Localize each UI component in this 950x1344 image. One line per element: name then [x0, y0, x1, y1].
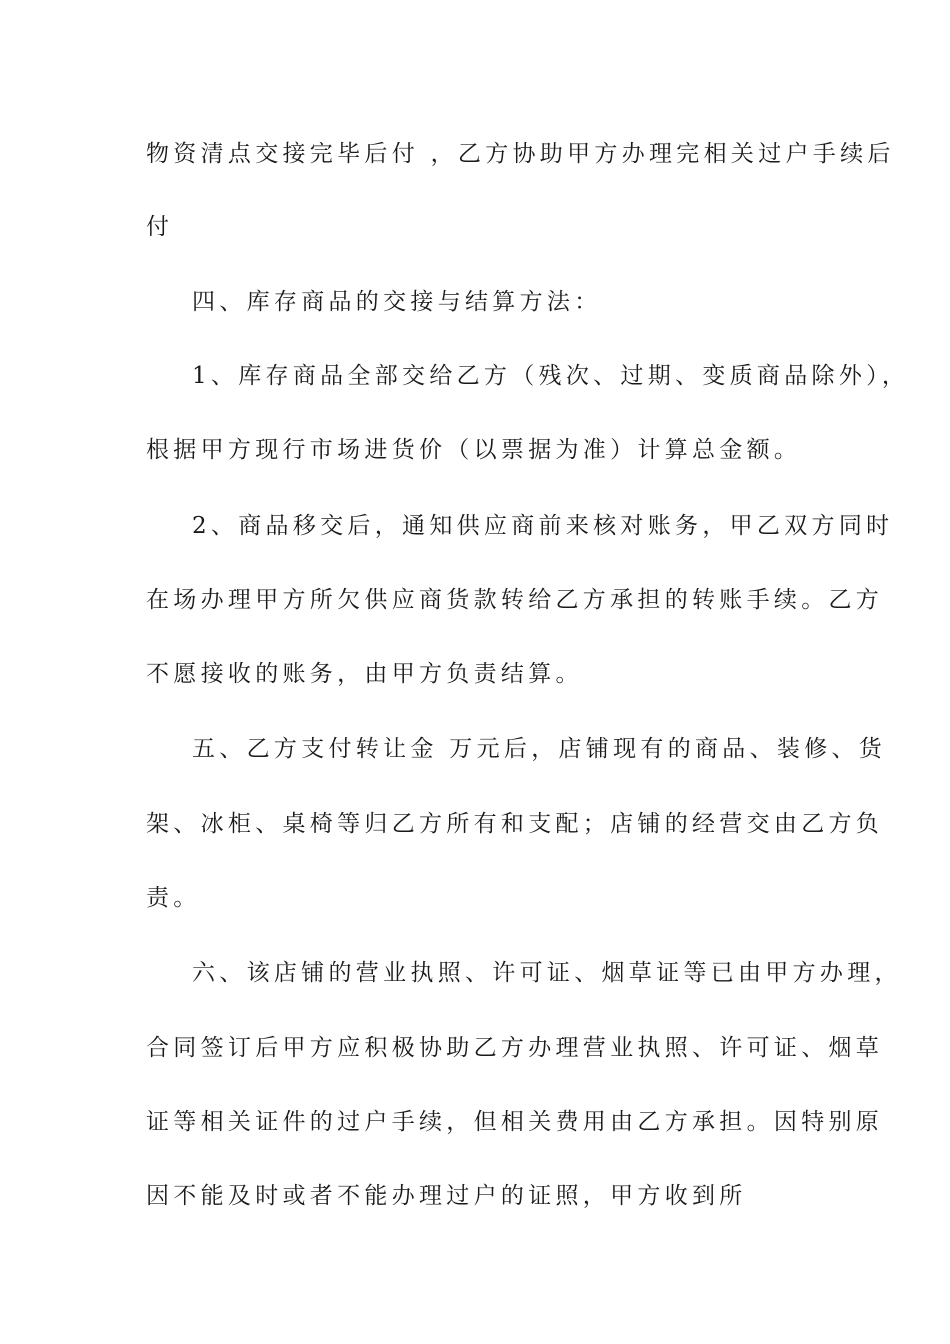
text-line: 1、库存商品全部交给乙方（残次、过期、变质商品除外）， [192, 363, 910, 389]
text-line: 根据甲方现行市场进货价（以票据为准）计算总金额。 [146, 437, 802, 463]
section-heading-4: 四、库存商品的交接与结算方法： [192, 289, 602, 315]
section-heading-6: 六、该店铺的营业执照、许可证、烟草证等已由甲方办理， [192, 960, 902, 986]
text-line: 2、商品移交后，通知供应商前来核对账务，甲乙双方同时 [192, 513, 894, 539]
text-line: 责。 [146, 885, 201, 911]
text-line: 合同签订后甲方应积极协助乙方办理营业执照、许可证、烟草 [146, 1035, 884, 1061]
text-line: 证等相关证件的过户手续，但相关费用由乙方承担。因特别原 [146, 1109, 884, 1135]
text-line: 物资清点交接完毕后付 ，乙方协助甲方办理完相关过户手续后 [146, 141, 895, 167]
text-line: 因不能及时或者不能办理过户的证照，甲方收到所 [146, 1183, 747, 1209]
text-line: 不愿接收的账务，由甲方负责结算。 [146, 661, 583, 687]
text-line: 架、冰柜、桌椅等归乙方所有和支配；店铺的经营交由乙方负 [146, 811, 884, 837]
text-line: 在场办理甲方所欠供应商货款转给乙方承担的转账手续。乙方 [146, 587, 884, 613]
text-line: 付 [146, 214, 174, 240]
section-heading-5: 五、乙方支付转让金 万元后，店铺现有的商品、装修、货 [192, 736, 887, 762]
